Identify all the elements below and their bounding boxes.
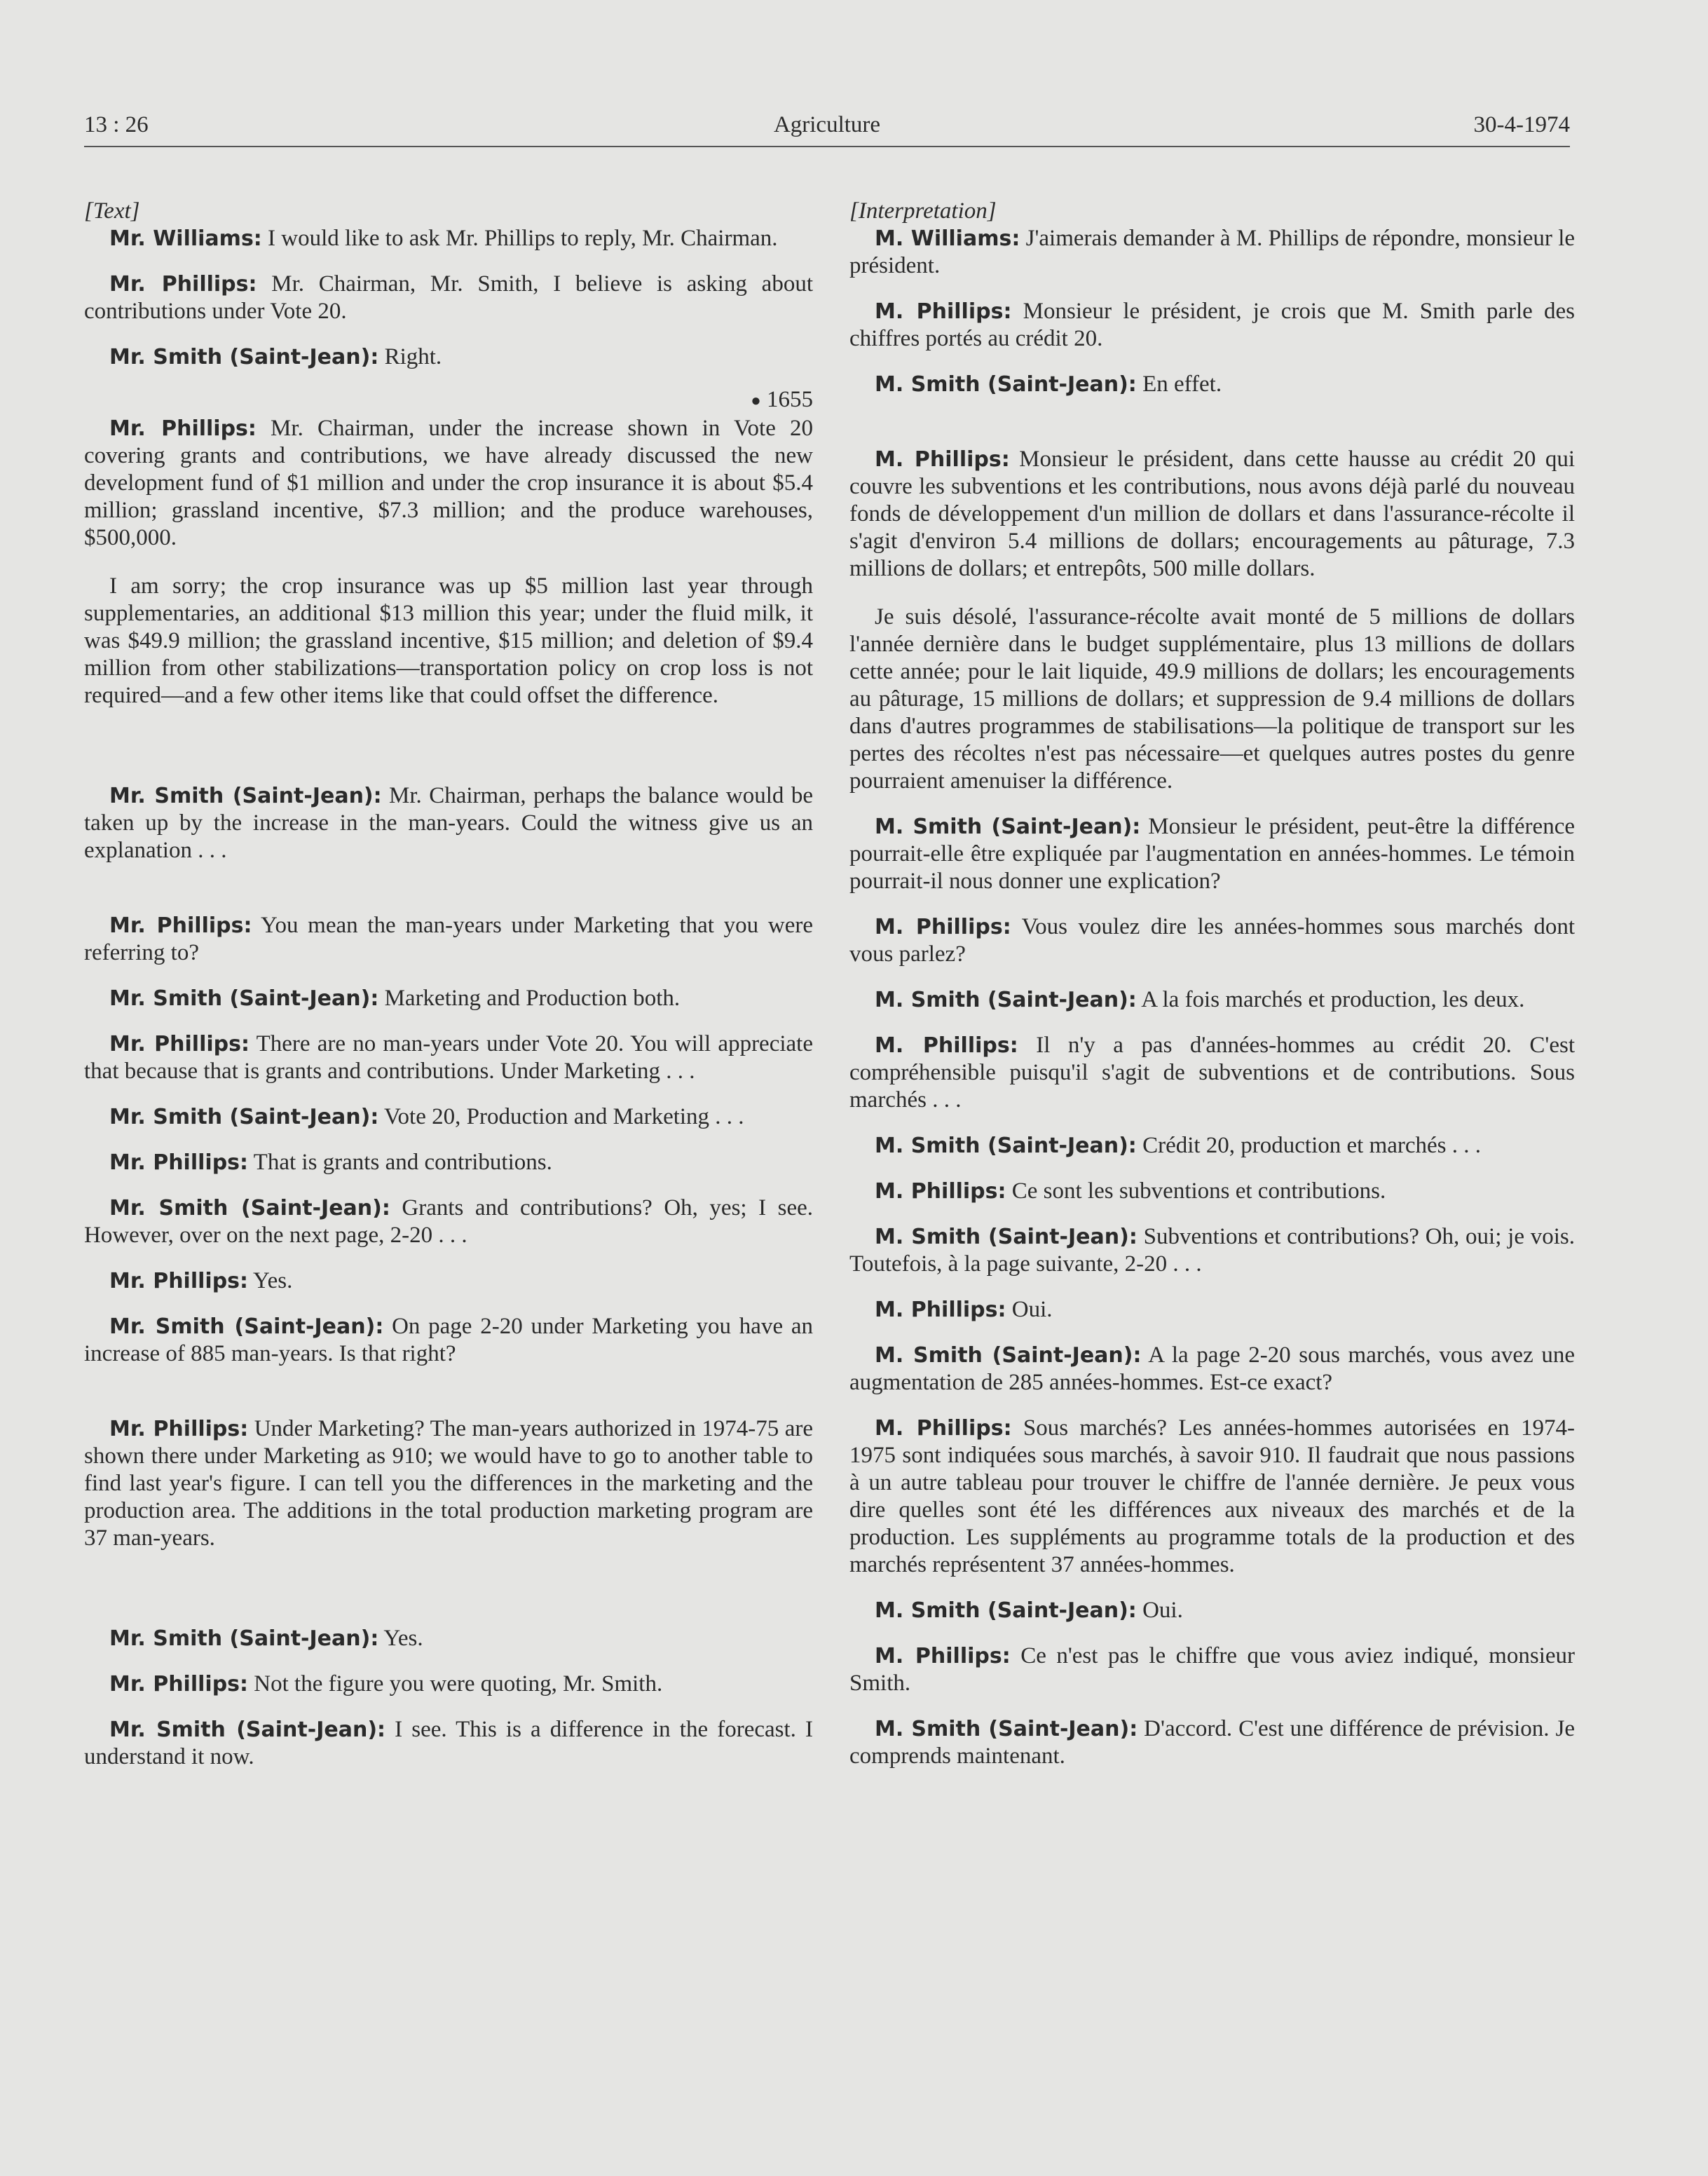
speaker-name: M. Smith (Saint-Jean): (875, 1225, 1137, 1249)
speaker-name: M. Phillips: (875, 1033, 1018, 1058)
paragraph (84, 1103, 813, 1131)
page-folio: 13 : 26 (84, 112, 149, 137)
paragraph (84, 1031, 813, 1085)
speaker-name: Mr. Smith (Saint-Jean): (109, 1717, 386, 1742)
paragraph-text: I see. This is a difference in the forecast. I understand it now. (84, 1716, 813, 1769)
speaker-name: M. Smith (Saint-Jean): (875, 988, 1137, 1012)
interpretation-label: [Interpretation] (849, 198, 997, 224)
paragraph (849, 1296, 1575, 1324)
paragraph (84, 1415, 813, 1552)
speaker-name: M. Phillips: (875, 915, 1011, 939)
paragraph-text: A la fois marchés et production, les deux. (1136, 987, 1525, 1012)
paragraph (849, 913, 1575, 968)
paragraph (84, 912, 813, 967)
speaker-name: Mr. Phillips: (109, 1268, 249, 1293)
speaker-name: M. Smith (Saint-Jean): (875, 1134, 1137, 1158)
paragraph-text: Monsieur le président, dans cette hausse au crédit 20 qui couvre les subventions et les contributions, nous avons déjà parlé du nouveau fonds de développement d'un million de dollars et dans l'assurance-récolte il s'agit d'environ 5.4 millions de dollars; encouragements au pâturage, 7.3 millions de dollars; et entrepôts, 500 mille dollars. (849, 447, 1576, 581)
paragraph-text: Je suis désolé, l'assurance-récolte avait monté de 5 millions de dollars l'année dernière dans le budget supplémentaire, plus 13 millions de dollars cette année; pour le lait liquide, 49.9 millions de dollars; les encouragements au pâturage, 15 millions de dollars; et suppression de 9.4 millions de dollars dans d'autres programmes de stabilisations—la politique de transport sur les pertes des récoltes n'est pas nécessaire—et quelques autres postes du genre pourraient amenuiser la différence. (849, 604, 1575, 794)
speaker-name: M. Smith (Saint-Jean): (875, 372, 1137, 397)
french-column (849, 198, 1575, 1770)
speaker-name: Mr. Smith (Saint-Jean): (109, 986, 379, 1011)
paragraph (849, 813, 1575, 895)
paragraph (849, 1342, 1575, 1396)
speaker-name: M. Phillips: (875, 1298, 1006, 1322)
paragraph-text: Monsieur le président, je crois que M. Smith parle des chiffres portés au crédit 20. (849, 299, 1575, 351)
speaker-name: Mr. Phillips: (109, 416, 257, 441)
paragraph-text: Ce sont les subventions et contributions. (1006, 1178, 1386, 1204)
paragraph (84, 1195, 813, 1249)
time-marker (84, 386, 813, 415)
speaker-name: Mr. Smith (Saint-Jean): (109, 1104, 379, 1129)
speaker-name: M. Smith (Saint-Jean): (875, 1598, 1137, 1623)
paragraph (849, 1132, 1575, 1160)
paragraph-text: Oui. (1006, 1297, 1053, 1322)
speaker-name: M. Phillips: (875, 1179, 1006, 1204)
speaker-name: M. Smith (Saint-Jean): (875, 815, 1141, 839)
paragraph-text: Mr. Chairman, under the increase shown in Vote 20 covering grants and contributions, we have already discussed the new development fund of $1 million and under the crop insurance it is about $5.4 million; grassland incentive, $7.3 million; and the produce warehouses, $500,000. (84, 415, 813, 550)
paragraph (84, 1625, 813, 1652)
bullet-icon: ● (751, 391, 761, 410)
speaker-name: Mr. Phillips: (109, 1671, 249, 1696)
paragraph (849, 371, 1575, 398)
paragraph-text: Mr. Chairman, perhaps the balance would be taken up by the increase in the man-years. Could the witness give us an explanation . . . (84, 782, 813, 863)
paragraph-text: Il n'y a pas d'années-hommes au crédit 20. C'est compréhensible puisqu'il s'agit de subventions et de contributions. Sous marchés . . . (849, 1033, 1575, 1113)
paragraph-text: En effet. (1136, 372, 1222, 397)
paragraph (84, 344, 813, 371)
paragraph-text: Vote 20, Production and Marketing . . . (378, 1103, 744, 1129)
paragraph (84, 415, 813, 552)
paragraph (84, 985, 813, 1012)
speaker-name: Mr. Smith (Saint-Jean): (109, 1195, 390, 1220)
speaker-name: M. Smith (Saint-Jean): (875, 1717, 1138, 1741)
paragraph-text: D'accord. C'est une différence de prévision. Je comprends maintenant. (849, 1716, 1575, 1769)
paragraph (84, 1716, 813, 1771)
paragraph (84, 1267, 813, 1295)
speaker-name: M. Smith (Saint-Jean): (875, 1343, 1142, 1368)
speaker-name: Mr. Williams: (109, 226, 262, 251)
paragraph (849, 1223, 1575, 1278)
paragraph-text: Oui. (1136, 1598, 1183, 1623)
paragraph-text: I am sorry; the crop insurance was up $5 million last year through supplementaries, an additional $13 million this year; under the fluid milk, it was $49.9 million; the grassland incentive, $15 million; and deletion of $9.4 million from other stabilizations—transportation policy on crop loss is not required—and a few other items like that could offset the difference. (84, 573, 813, 708)
speaker-name: Mr. Smith (Saint-Jean): (109, 1626, 379, 1651)
paragraph (849, 225, 1575, 280)
paragraph-text: Right. (378, 344, 442, 369)
paragraph-text: Vous voulez dire les années-hommes sous marchés dont vous parlez? (849, 914, 1575, 967)
speaker-name: Mr. Phillips: (109, 1031, 250, 1056)
speaker-name: M. Williams: (875, 226, 1020, 251)
paragraph-text: There are no man-years under Vote 20. You will appreciate that because that is grants and contributions. Under Marketing . . . (84, 1031, 813, 1084)
paragraph (849, 1643, 1575, 1697)
speaker-name: M. Phillips: (875, 299, 1012, 324)
speaker-name: M. Phillips: (875, 447, 1010, 472)
speaker-name: M. Phillips: (875, 1644, 1011, 1668)
time-marker-value: 1655 (767, 387, 813, 412)
paragraph-text: Ce n'est pas le chiffre que vous aviez indiqué, monsieur Smith. (849, 1643, 1575, 1696)
paragraph (849, 1032, 1575, 1114)
paragraph (849, 1415, 1575, 1579)
speaker-name: Mr. Smith (Saint-Jean): (109, 1314, 384, 1339)
paragraph (849, 446, 1575, 583)
speaker-name: Mr. Phillips: (109, 913, 252, 938)
paragraph-text: A la page 2-20 sous marchés, vous avez une augmentation de 285 années-hommes. Est-ce exact? (849, 1342, 1575, 1395)
paragraph (849, 986, 1575, 1014)
speaker-name: Mr. Phillips: (109, 272, 257, 297)
speaker-name: Mr. Phillips: (109, 1150, 249, 1175)
speaker-name: Mr. Smith (Saint-Jean): (109, 783, 382, 808)
speaker-name: M. Phillips: (875, 1416, 1012, 1441)
paragraph-text: Mr. Chairman, Mr. Smith, I believe is asking about contributions under Vote 20. (84, 271, 813, 324)
paragraph (84, 225, 813, 252)
speaker-name: Mr. Phillips: (109, 1416, 249, 1441)
paragraph (84, 1671, 813, 1698)
speaker-name: Mr. Smith (Saint-Jean): (109, 345, 379, 369)
paragraph-text: J'aimerais demander à M. Phillips de répondre, monsieur le président. (849, 226, 1576, 278)
paragraph (849, 1715, 1575, 1770)
paragraph-text: Subventions et contributions? Oh, oui; je vois. Toutefois, à la page suivante, 2-20 . . . (849, 1224, 1575, 1277)
header-date: 30-4-1974 (1473, 112, 1570, 137)
paragraph (849, 604, 1575, 795)
paragraph (84, 271, 813, 325)
paragraph-text: That is grants and contributions. (248, 1149, 552, 1175)
paragraph (849, 298, 1575, 353)
paragraph (84, 782, 813, 864)
text-label: [Text] (84, 198, 140, 224)
paragraph-text: Yes. (378, 1625, 423, 1651)
paragraph-text: Sous marchés? Les années-hommes autorisées en 1974-1975 sont indiquées sous marchés, à savoir 910. Il faudrait que nous passions à un autre tableau pour trouver le chiffre de l'année dernière. Je peux vous dire quelles sont été les différences aux niveaux des marchés et de la production. Les suppléments au programme totals de la production et des marchés représentent 37 années-hommes. (849, 1415, 1575, 1577)
paragraph-text: Marketing and Production both. (378, 985, 681, 1011)
paragraph-text: You mean the man-years under Marketing that you were referring to? (84, 912, 813, 965)
paragraph-text: I would like to ask Mr. Phillips to reply, Mr. Chairman. (261, 226, 778, 251)
paragraph-text: On page 2-20 under Marketing you have an increase of 885 man-years. Is that right? (84, 1313, 813, 1366)
paragraph (849, 1597, 1575, 1624)
paragraph-text: Grants and contributions? Oh, yes; I see. However, over on the next page, 2-20 . . . (84, 1195, 813, 1248)
page-header (84, 112, 1570, 147)
english-column (84, 198, 813, 1771)
paragraph-text: Crédit 20, production et marchés . . . (1136, 1133, 1482, 1158)
paragraph-text: Yes. (248, 1267, 293, 1293)
paragraph-text: Not the figure you were quoting, Mr. Smith. (248, 1671, 663, 1696)
paragraph (84, 1149, 813, 1176)
paragraph (849, 1178, 1575, 1205)
paragraph (84, 573, 813, 709)
running-title: Agriculture (773, 112, 881, 137)
paragraph (84, 1313, 813, 1368)
paragraph-text: Under Marketing? The man-years authorized in 1974-75 are shown there under Marketing as 910; we would have to go to another table to find last year's figure. I can tell you the differences in the marketing and the production area. The additions in the total production marketing program are 37 man-years. (84, 1415, 813, 1551)
paragraph-text: Monsieur le président, peut-être la différence pourrait-elle être expliquée par l'augmentation en années-hommes. Le témoin pourrait-il nous donner une explication? (849, 814, 1575, 894)
